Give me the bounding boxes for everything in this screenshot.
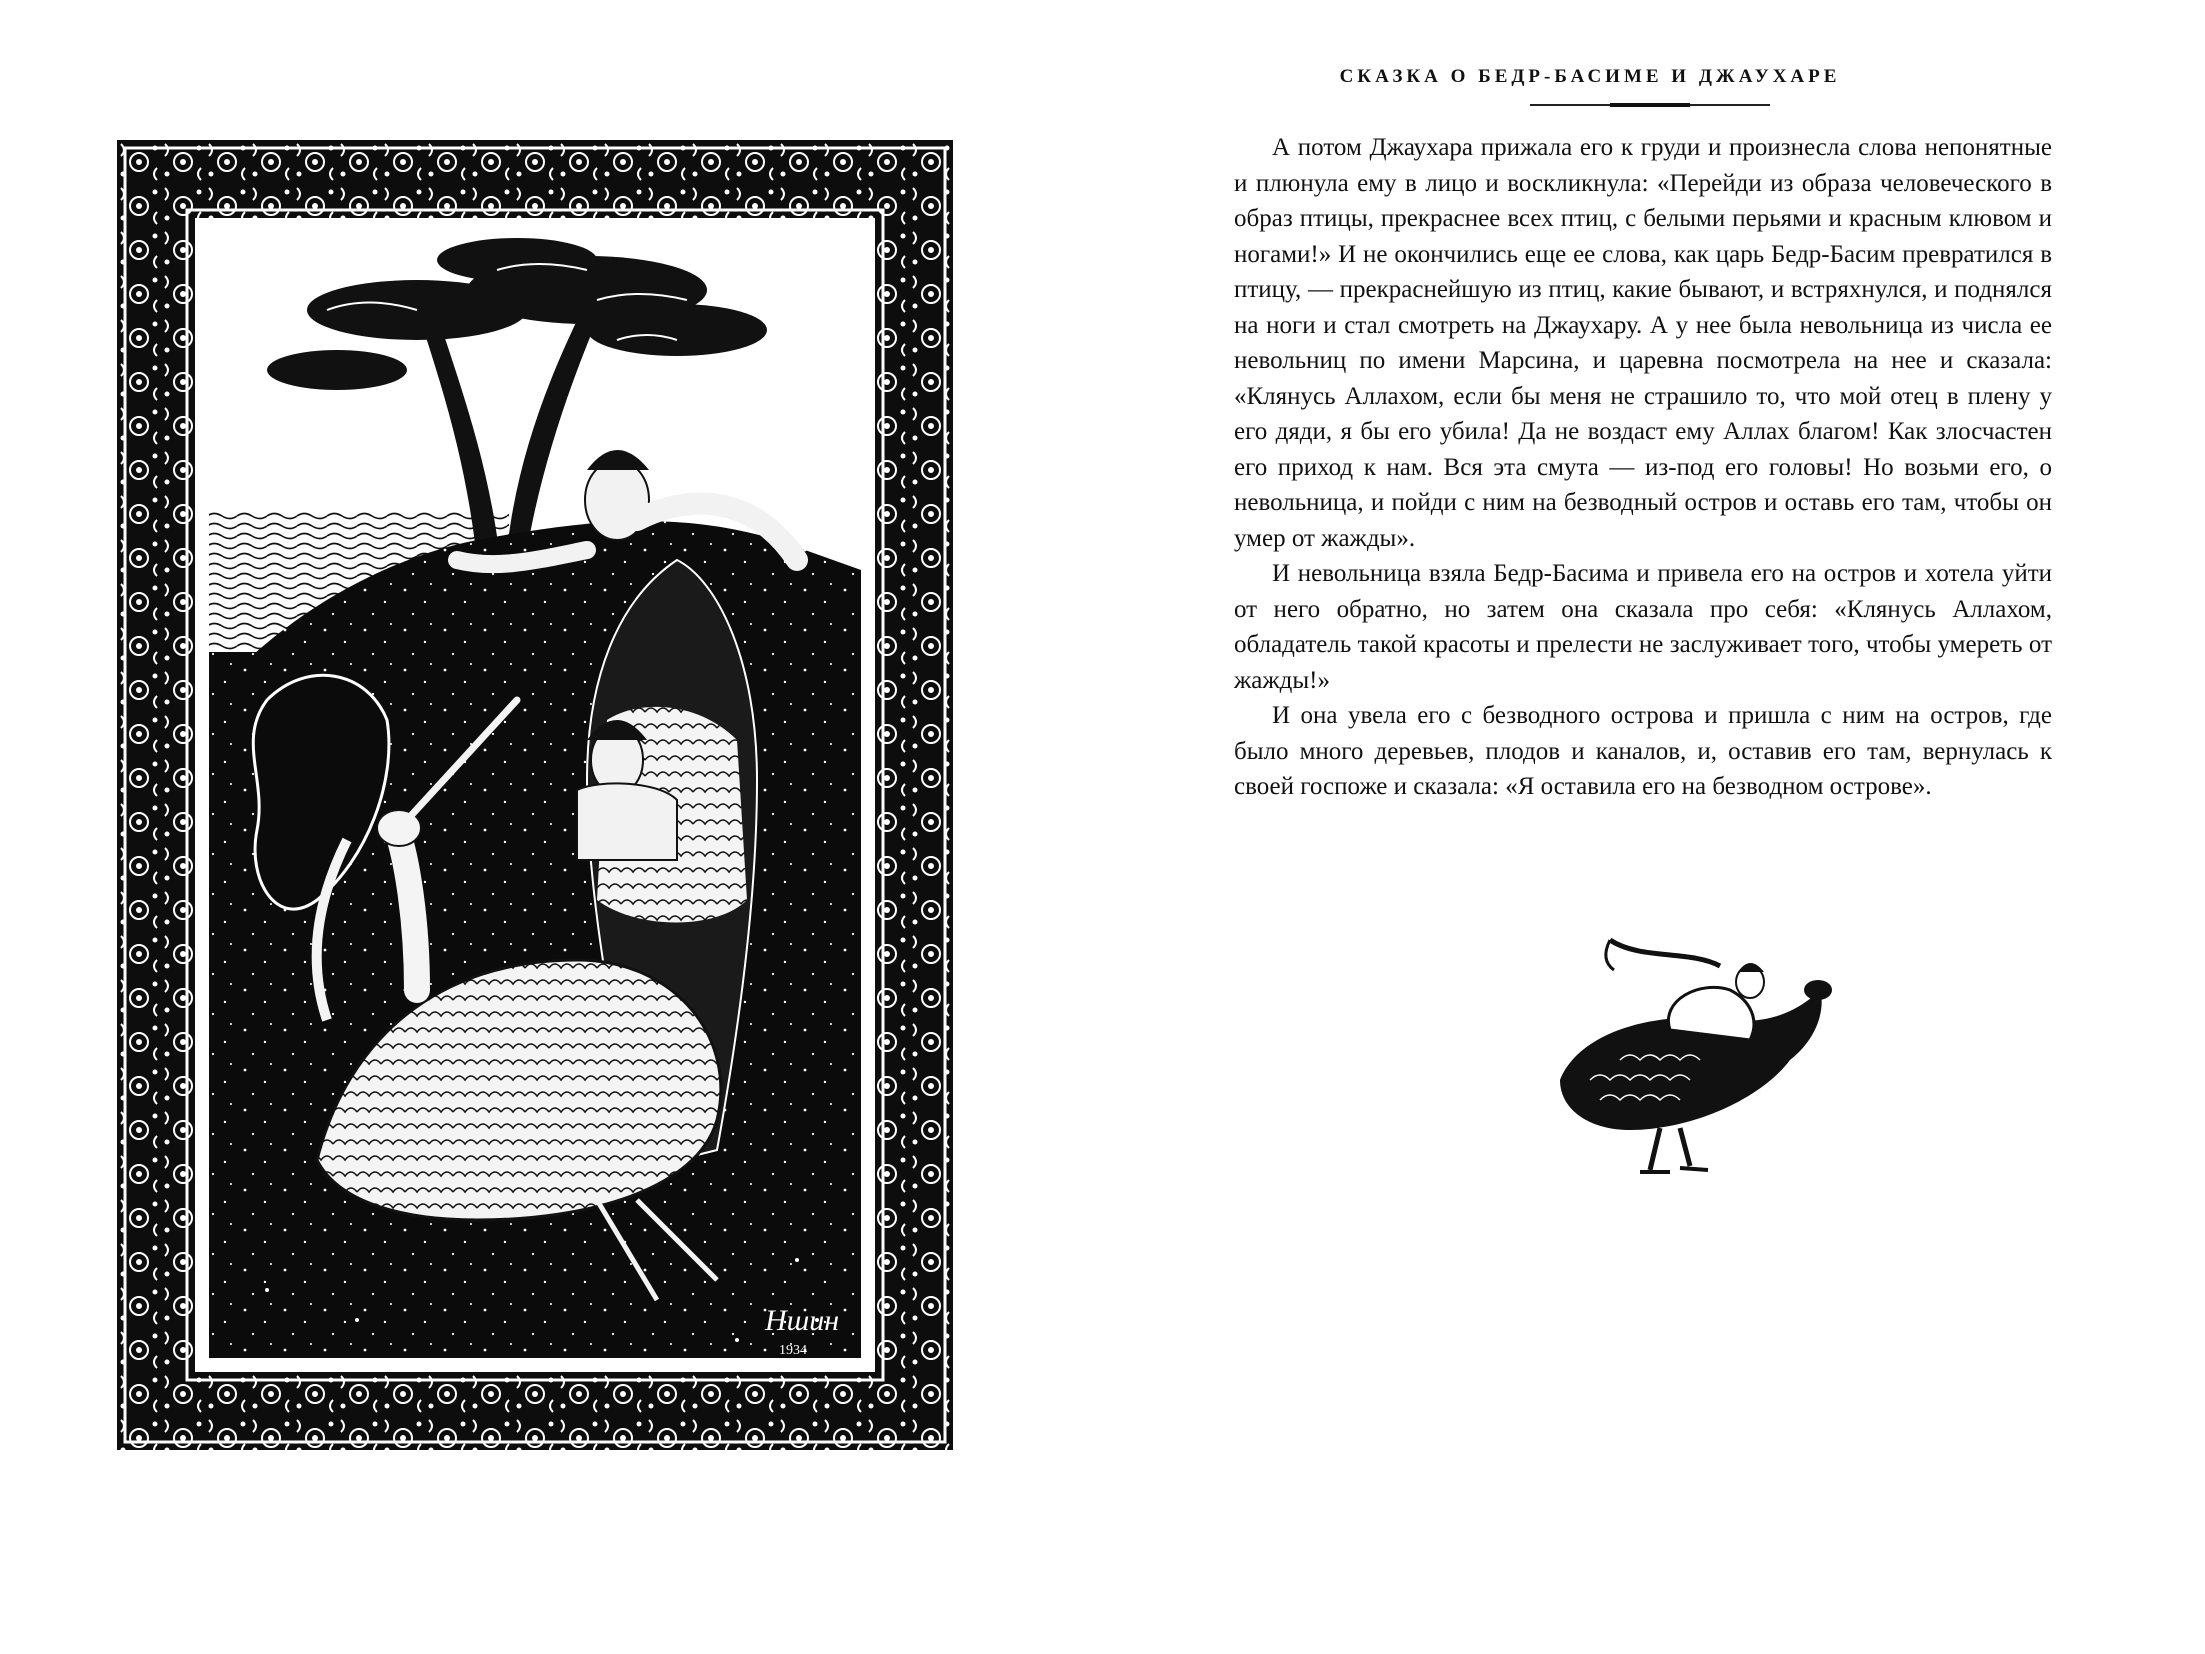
illustration-plate: [117, 140, 953, 1450]
running-head: СКАЗКА О БЕДР-БАСИМЕ И ДЖАУХАРЕ: [1339, 66, 1841, 87]
paragraph-3: И она увела его с безводного острова и пришла с ним на остров, где было много деревьев, плодов и каналов, и, оставив его там, вернулась к своей госпоже и сказала: «Я оставила его на безводном острове».: [1234, 702, 2052, 800]
artist-signature: Ншин: [765, 1304, 840, 1337]
paragraph-2: И невольница взяла Бедр-Басима и привела его на остров и хотела уйти от него обратно, но затем она сказала про себя: «Клянусь Аллахом, обладатель такой красоты и прелести не заслуживает того, чтобы умереть от жажды!»: [1234, 560, 2052, 694]
engraving-illustration: [117, 140, 953, 1450]
head-rule-divider: [1530, 104, 1770, 106]
signature-year: 1934: [779, 1343, 807, 1358]
body-text: [1234, 130, 2052, 805]
bird-rider-vignette: [1520, 930, 1840, 1190]
paragraph-1: А потом Джаухара прижала его к груди и произнесла слова непонятные и плюнула ему в лицо и воскликнула: «Перейди из образа человеческого в образ птицы, прекраснее всех птиц, с белыми перьями и красным клювом и ногами!» И не окончились еще ее слова, как царь Бедр-Басим превратился в птицу, — прекраснейшую из птиц, какие бывают, и встряхнулся, и поднялся на ноги и стал смотреть на Джаухару. А у нее была невольница из числа ее невольниц по имени Марсина, и царевна посмотрела на нее и сказала: «Клянусь Аллахом, если бы меня не страшило то, что мой отец в плену у его дяди, я бы его убила! Да не воздаст ему Аллах благом! Как злосчастен его приход к нам. Вся эта смута — из-под его головы! Но возьми его, о невольница, и пойди с ним на безводный остров и оставь его там, чтобы он умер от жажды».: [1234, 134, 2052, 552]
